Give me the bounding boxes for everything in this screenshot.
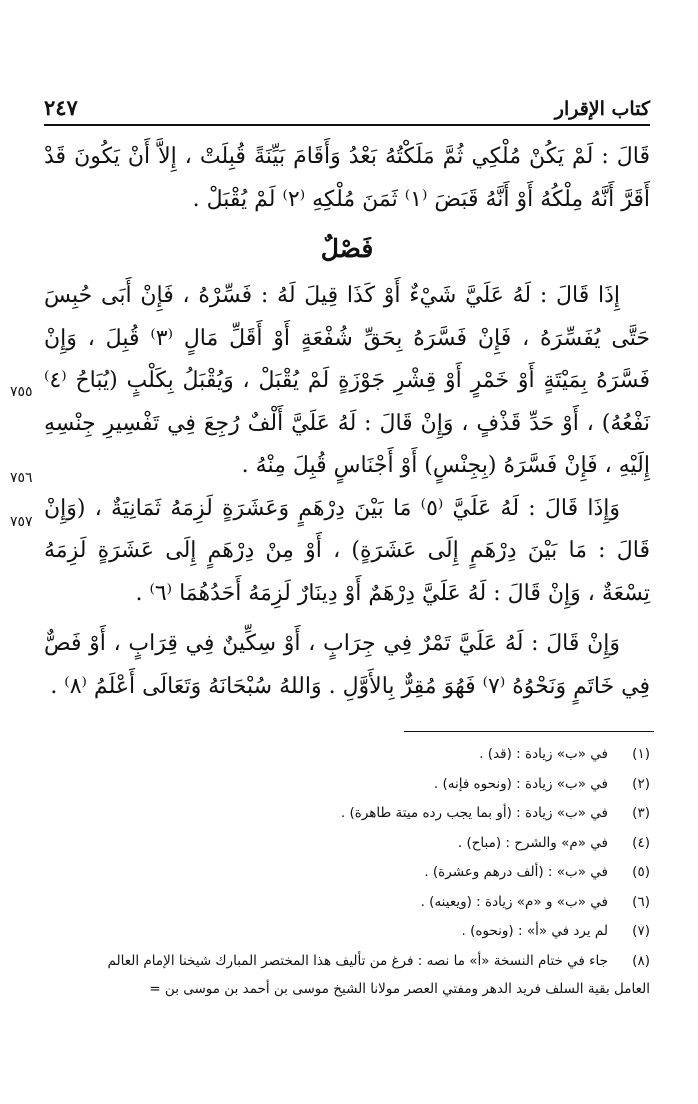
footnote-text: لم يرد في «أ» : (ونحوه) . <box>461 923 608 939</box>
running-title: كتاب الإقرار <box>554 98 650 120</box>
paragraph-4: وَإِنْ قَالَ : لَهُ عَلَيَّ تَمْرٌ فِي جِرَابٍ ، أَوْ سِكِّينٌ فِي قِرَابٍ ، أَوْ فَصٌّ فِي خَاتَمٍ وَنَحْوُهُ ⁽٧⁾ فَهُوَ مُقِرٌّ بِالأَوَّلِ . وَاللهُ سُبْحَانَهُ وَتَعَالَى أَعْلَمُ ⁽٨⁾ . <box>44 631 650 699</box>
footnote-text: جاء في ختام النسخة «أ» ما نصه : فرغ من تأليف هذا المختصر المبارك شيخنا الإمام العالم <box>107 952 608 969</box>
footnote <box>28 740 650 770</box>
margin-number: ٧٥٦ <box>10 470 33 486</box>
footnote-text: في «ب» زيادة : (أو بما يجب رده ميتة طاهرة) . <box>340 805 608 821</box>
footnote-number: (٦) <box>632 893 650 910</box>
footnote-text: في «ب» زيادة : (ونحوه فإنه) . <box>433 775 608 792</box>
footnote-continuation: العامل بقية السلف فريد الدهر ومفتي العصر مولانا الشيخ موسى بن أحمد بن موسى بن = <box>149 981 650 997</box>
footnote-number: (٤) <box>632 834 650 851</box>
footnote-number: (٧) <box>632 923 650 939</box>
margin-number: ٧٥٥ <box>10 384 33 400</box>
footnote <box>28 770 650 800</box>
footnote-number: (٢) <box>632 775 650 792</box>
header-rule <box>44 124 650 126</box>
footnote-number: (٣) <box>632 805 650 821</box>
paragraph-2: إِذَا قَالَ : لَهُ عَلَيَّ شَيْءٌ أَوْ كَذَا قِيلَ لَهُ : فَسِّرْهُ ، فَإِنْ أَبَى حُبِسَ حَتَّى يُفَسِّرَهُ ، فَإِنْ فَسَّرَهُ بِحَقِّ شُفْعَةٍ أَوْ أَقَلِّ مَالٍ ⁽٣⁾ قُبِلَ ، وَإِنْ فَسَّرَهُ بِمَيْتَةٍ أَوْ خَمْرٍ أَوْ قِشْرِ جَوْزَةٍ لَمْ يُقْبَلْ ، وَيُقْبَلُ بِكَلْبٍ (يُبَاحُ ⁽٤⁾ نَفْعُهُ) ، أَوْ حَدِّ قَذْفٍ ، وَإِنْ قَالَ : لَهُ عَلَيَّ أَلْفٌ رُجِعَ فِي تَفْسِيرِ جِنْسِهِ إِلَيْهِ ، فَإِنْ فَسَّرَهُ (بِجِنْسٍ) أَوْ أَجْنَاسٍ قُبِلَ مِنْهُ . <box>44 283 650 478</box>
footnotes <box>28 740 650 1002</box>
margin-number: ٧٥٧ <box>10 514 33 530</box>
page-header <box>44 82 650 120</box>
paragraph-3: وَإِذَا قَالَ : لَهُ عَلَيَّ ⁽٥⁾ مَا بَيْنَ دِرْهَمٍ وَعَشَرَةٍ لَزِمَهُ ثَمَانِيَةٌ ، (وَإِنْ قَالَ : مَا بَيْنَ دِرْهَمٍ إِلَى عَشَرَةٍ) ، أَوْ مِنْ دِرْهَمٍ إِلَى عَشَرَةٍ لَزِمَهُ تِسْعَةٌ ، وَإِنْ قَالَ : لَهُ عَلَيَّ دِرْهَمٌ أَوْ دِينَارٌ لَزِمَهُ أَحَدُهُمَا ⁽٦⁾ . <box>44 495 650 606</box>
footnote <box>28 858 650 888</box>
footnote <box>28 888 650 918</box>
footnote-text: في «ب» : (ألف درهم وعشرة) . <box>424 864 608 880</box>
footnote <box>28 947 650 977</box>
footnote <box>28 799 650 829</box>
footnote-text: في «ب» زيادة : (قد) . <box>479 746 608 762</box>
footnote-text: في «ب» و «م» زيادة : (ويعينه) . <box>420 893 608 910</box>
page-number: ٢٤٧ <box>44 95 78 120</box>
footnote-text: في «م» والشرح : (مباح) . <box>457 834 608 851</box>
section-title: فَصْلٌ <box>320 234 374 263</box>
footnote-rule <box>404 731 654 732</box>
paragraph-1: قَالَ : لَمْ يَكُنْ مُلْكِي ثُمَّ مَلَكْتُهُ بَعْدُ وَأَقَامَ بَيِّنَةً قُبِلَتْ ، إِلاَّ أَنْ يَكُونَ قَدْ أَقَرَّ أَنَّهُ مِلْكُهُ أَوْ أَنَّهُ قَبَضَ ⁽١⁾ ثَمَنَ مُلْكِهِ ⁽٢⁾ لَمْ يُقْبَلْ . <box>44 144 650 212</box>
footnote-number: (١) <box>632 746 650 762</box>
footnote <box>28 829 650 859</box>
footnote-number: (٥) <box>632 864 650 880</box>
footnote <box>28 917 650 947</box>
footnote-number: (٨) <box>632 952 650 969</box>
main-text <box>44 136 650 708</box>
